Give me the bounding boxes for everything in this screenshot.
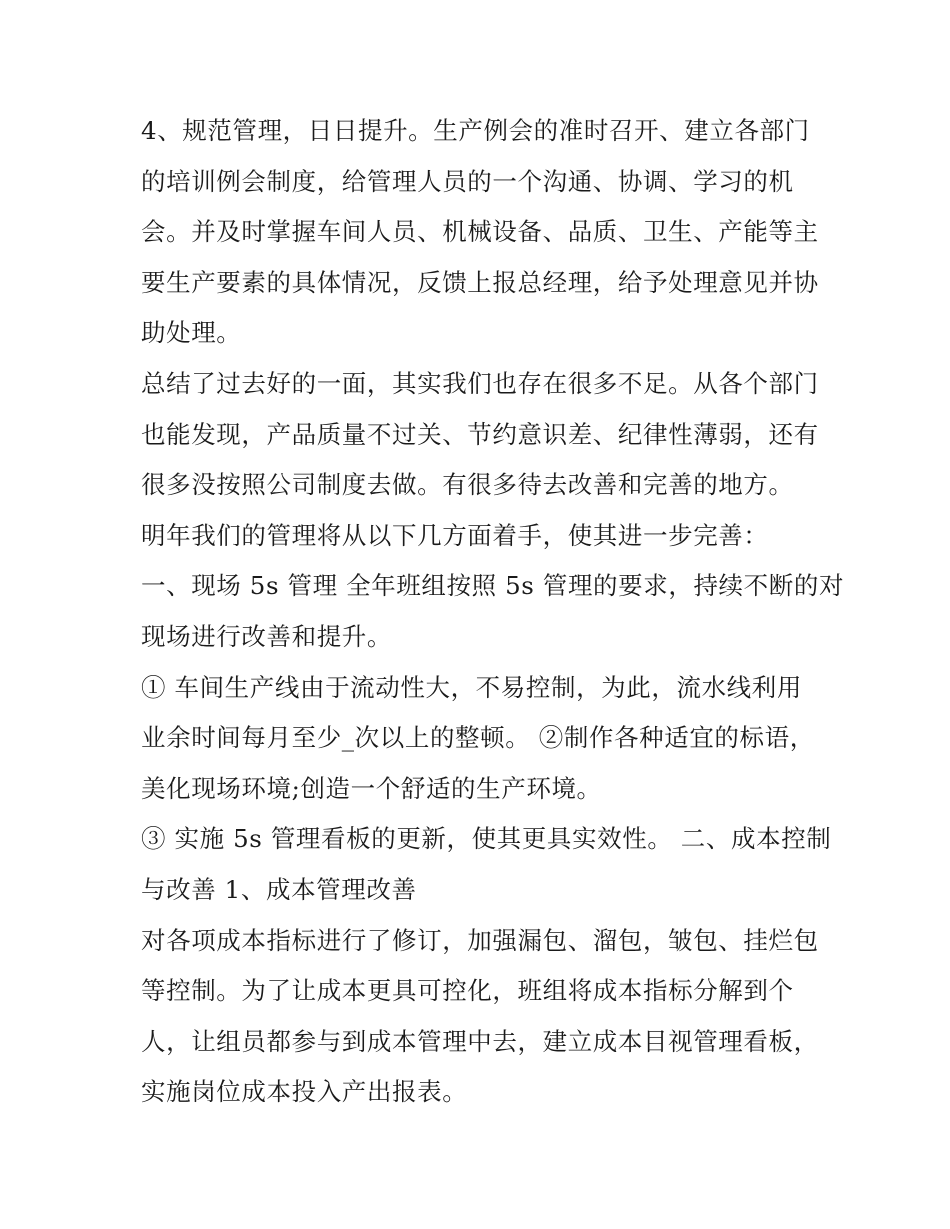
- text-line: 现场进行改善和提升。: [141, 621, 392, 651]
- text-line: 人，让组员都参与到成本管理中去，建立成本目视管理看板，: [141, 1026, 819, 1056]
- text-line: ③ 实施 5s 管理看板的更新，使其更具实效性。 二、成本控制: [141, 824, 832, 854]
- text-line: 实施岗位成本投入产出报表。: [141, 1077, 468, 1107]
- text-line: 与改善 1、成本管理改善: [141, 874, 417, 904]
- text-line: 美化现场环境;创造一个舒适的生产环境。: [141, 773, 602, 803]
- text-line: 业余时间每月至少_次以上的整顿。 ②制作各种适宜的标语，: [141, 723, 815, 753]
- text-line: 也能发现，产品质量不过关、节约意识差、纪律性薄弱，还有: [141, 419, 819, 449]
- text-line: 要生产要素的具体情况，反馈上报总经理，给予处理意见并协: [141, 267, 819, 297]
- text-line: 助处理。: [141, 318, 242, 348]
- text-line: 会。并及时掌握车间人员、机械设备、品质、卫生、产能等主: [141, 217, 819, 247]
- text-line: 4、规范管理，日日提升。生产例会的准时召开、建立各部门: [141, 116, 810, 145]
- text-line: ① 车间生产线由于流动性大，不易控制，为此，流水线利用: [141, 672, 802, 702]
- text-line: 总结了过去好的一面，其实我们也存在很多不足。从各个部门: [141, 368, 819, 398]
- text-line: 的培训例会制度，给管理人员的一个沟通、协调、学习的机: [141, 166, 794, 196]
- text-line: 一、现场 5s 管理 全年班组按照 5s 管理的要求，持续不断的对: [141, 571, 845, 601]
- text-line: 对各项成本指标进行了修订，加强漏包、溜包，皱包、挂烂包: [141, 925, 819, 955]
- text-line: 明年我们的管理将从以下几方面着手，使其进一步完善：: [141, 520, 769, 550]
- document-body: [141, 106, 845, 1118]
- text-line: 等控制。为了让成本更具可控化，班组将成本指标分解到个: [141, 976, 794, 1006]
- text-line: 很多没按照公司制度去做。有很多待去改善和完善的地方。: [141, 470, 794, 500]
